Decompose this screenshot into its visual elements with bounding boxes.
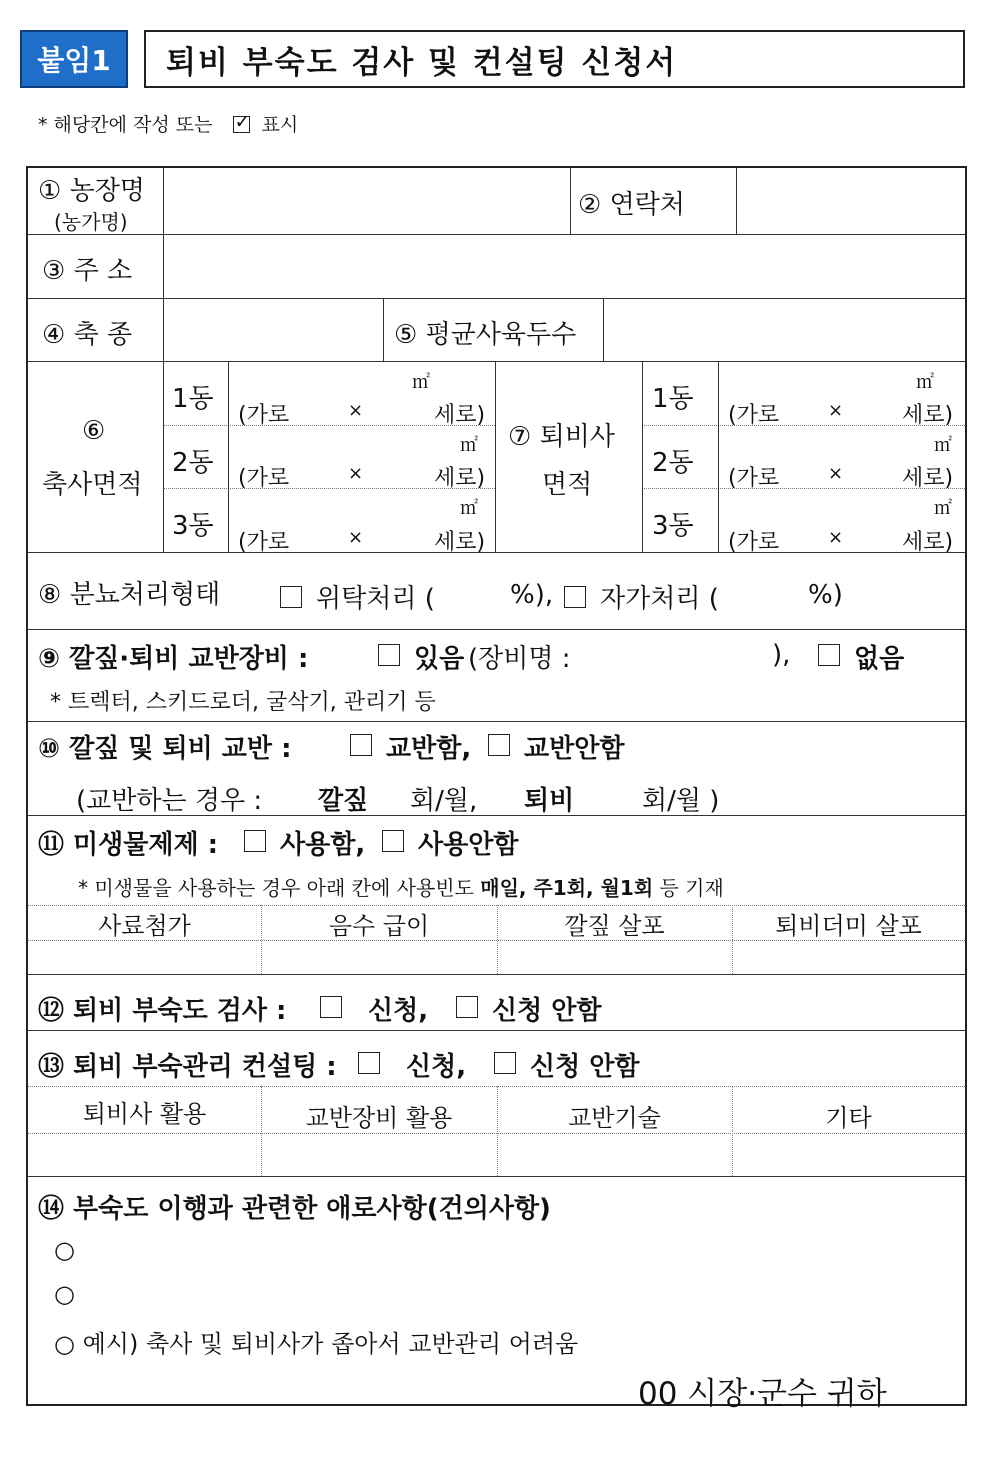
instruction-text: * 해당칸에 작성 또는 xyxy=(38,114,213,136)
self-treatment-percent: %) xyxy=(808,580,843,610)
address-field[interactable] xyxy=(165,236,963,296)
avg-count-label: ⑤ 평균사육두수 xyxy=(394,320,577,350)
equipment-close: ), xyxy=(772,640,791,670)
microbe-note-frequency: 매일, 주1회, 월1회 xyxy=(480,876,654,900)
height-label: 세로) xyxy=(902,403,954,428)
consulting-apply-label: 신청, xyxy=(406,1052,467,1082)
inspection-decline-label: 신청 안함 xyxy=(492,996,602,1026)
inspection-apply-label: 신청, xyxy=(368,996,429,1026)
consulting-col-compost-house: 퇴비사 활용 xyxy=(82,1100,207,1128)
width-label: (가로 xyxy=(728,466,780,491)
barn-building-1: 1동 xyxy=(172,384,214,414)
height-label: 세로) xyxy=(434,403,486,428)
compost-building-3: 3동 xyxy=(652,511,694,541)
consignment-option: 위탁처리 ( xyxy=(316,584,435,614)
difficulty-label: ⑭ 부숙도 이행과 관련한 애로사항(건의사항) xyxy=(38,1194,551,1224)
width-label: (가로 xyxy=(728,530,780,555)
difficulty-item-2[interactable]: ○ xyxy=(54,1280,75,1308)
microbe-note-prefix: * 미생물을 사용하는 경우 아래 칸에 사용빈도 xyxy=(78,876,474,900)
times-sign: × xyxy=(828,463,844,484)
height-label: 세로) xyxy=(434,530,486,555)
mixing-no-label: 교반안함 xyxy=(524,734,625,764)
addressee: 00 시장·군수 귀하 xyxy=(638,1376,887,1412)
microbe-col-feed: 사료첨가 xyxy=(98,912,191,940)
mixing-label: ⑩ 깔짚 및 퇴비 교반 : xyxy=(38,734,292,764)
farm-name-sublabel: (농가명) xyxy=(54,210,128,234)
compost-area-sublabel: 면적 xyxy=(542,470,593,500)
barn-area-label: 축사면적 xyxy=(42,470,143,500)
width-label: (가로 xyxy=(238,403,290,428)
microbe-col-litter: 깔짚 살포 xyxy=(564,912,665,940)
attachment-badge: 붙임1 xyxy=(20,30,128,88)
instruction-note xyxy=(38,110,298,137)
livestock-field[interactable] xyxy=(165,300,381,360)
consulting-label: ⑬ 퇴비 부숙관리 컨설팅 : xyxy=(38,1052,337,1082)
self-treatment-checkbox[interactable] xyxy=(564,586,586,608)
mixing-compost-freq: 회/월 ) xyxy=(642,786,720,816)
consulting-decline-label: 신청 안함 xyxy=(530,1052,640,1082)
microbe-nouse-checkbox[interactable] xyxy=(382,830,404,852)
self-treatment-option: 자가처리 ( xyxy=(600,584,719,614)
unit-m2: ㎡ xyxy=(460,498,478,519)
times-sign: × xyxy=(348,527,364,548)
height-label: 세로) xyxy=(902,466,954,491)
equipment-note: * 트렉터, 스키드로더, 굴삭기, 관리기 등 xyxy=(50,690,436,715)
barn-area-number: ⑥ xyxy=(82,416,106,446)
inspection-label: ⑫ 퇴비 부숙도 검사 : xyxy=(38,996,287,1026)
equipment-label: ⑨ 깔짚·퇴비 교반장비 : xyxy=(38,644,309,674)
farm-name-label: ① 농장명 xyxy=(38,176,145,206)
application-form xyxy=(26,166,967,1412)
consulting-apply-checkbox[interactable] xyxy=(358,1052,380,1074)
contact-field[interactable] xyxy=(738,170,963,232)
times-sign: × xyxy=(348,400,364,421)
livestock-label: ④ 축 종 xyxy=(42,320,133,350)
equipment-yes-checkbox[interactable] xyxy=(378,644,400,666)
avg-count-field[interactable] xyxy=(605,300,963,360)
mixing-detail-prefix: (교반하는 경우 : xyxy=(76,786,263,816)
mixing-yes-checkbox[interactable] xyxy=(350,734,372,756)
mixing-yes-label: 교반함, xyxy=(386,734,472,764)
times-sign: × xyxy=(348,463,364,484)
mixing-no-checkbox[interactable] xyxy=(488,734,510,756)
checkbox-example-icon xyxy=(233,116,250,133)
inspection-decline-checkbox[interactable] xyxy=(456,996,478,1018)
microbe-nouse-label: 사용안함 xyxy=(418,830,519,860)
instruction-suffix: 표시 xyxy=(261,114,299,136)
manure-label: ⑧ 분뇨처리형태 xyxy=(38,580,221,610)
mixing-compost-label: 퇴비 xyxy=(524,786,575,816)
microbe-col-compost: 퇴비더미 살포 xyxy=(775,912,922,940)
unit-m2: ㎡ xyxy=(460,435,478,456)
height-label: 세로) xyxy=(902,530,954,555)
contact-label: ② 연락처 xyxy=(578,190,685,220)
width-label: (가로 xyxy=(238,530,290,555)
consulting-decline-checkbox[interactable] xyxy=(494,1052,516,1074)
unit-m2: ㎡ xyxy=(934,435,952,456)
difficulty-item-1[interactable]: ○ xyxy=(54,1236,75,1264)
microbe-use-checkbox[interactable] xyxy=(244,830,266,852)
consignment-checkbox[interactable] xyxy=(280,586,302,608)
width-label: (가로 xyxy=(728,403,780,428)
microbe-note-suffix: 등 기재 xyxy=(659,876,724,900)
compost-building-1: 1동 xyxy=(652,384,694,414)
times-sign: × xyxy=(828,400,844,421)
farm-name-field[interactable] xyxy=(164,170,568,232)
equipment-yes-label: 있음 xyxy=(414,644,465,674)
unit-m2: ㎡ xyxy=(916,372,934,393)
compost-area-label: ⑦ 퇴비사 xyxy=(508,422,615,452)
consulting-col-other: 기타 xyxy=(825,1104,872,1132)
consulting-col-technique: 교반기술 xyxy=(568,1104,661,1132)
barn-building-3: 3동 xyxy=(172,511,214,541)
microbe-col-water: 음수 급이 xyxy=(328,912,430,940)
microbe-note xyxy=(78,872,724,901)
height-label: 세로) xyxy=(434,466,486,491)
unit-m2: ㎡ xyxy=(412,372,430,393)
microbe-use-label: 사용함, xyxy=(280,830,366,860)
address-label: ③ 주 소 xyxy=(42,256,133,286)
times-sign: × xyxy=(828,527,844,548)
equipment-no-checkbox[interactable] xyxy=(818,644,840,666)
width-label: (가로 xyxy=(238,466,290,491)
compost-building-2: 2동 xyxy=(652,448,694,478)
mixing-litter-label: 깔짚 xyxy=(318,786,369,816)
mixing-litter-freq: 회/월, xyxy=(410,786,478,816)
equipment-name-label: (장비명 : xyxy=(468,644,571,674)
consignment-percent: %), xyxy=(510,580,554,610)
form-title: 퇴비 부숙도 검사 및 컨설팅 신청서 xyxy=(144,30,965,88)
inspection-apply-checkbox[interactable] xyxy=(320,996,342,1018)
microbe-label: ⑪ 미생물제제 : xyxy=(38,830,219,860)
consulting-col-equipment: 교반장비 활용 xyxy=(305,1104,453,1132)
difficulty-item-3[interactable]: ○ 예시) 축사 및 퇴비사가 좁아서 교반관리 어려움 xyxy=(54,1330,579,1358)
equipment-no-label: 없음 xyxy=(854,644,905,674)
unit-m2: ㎡ xyxy=(934,498,952,519)
barn-building-2: 2동 xyxy=(172,448,214,478)
